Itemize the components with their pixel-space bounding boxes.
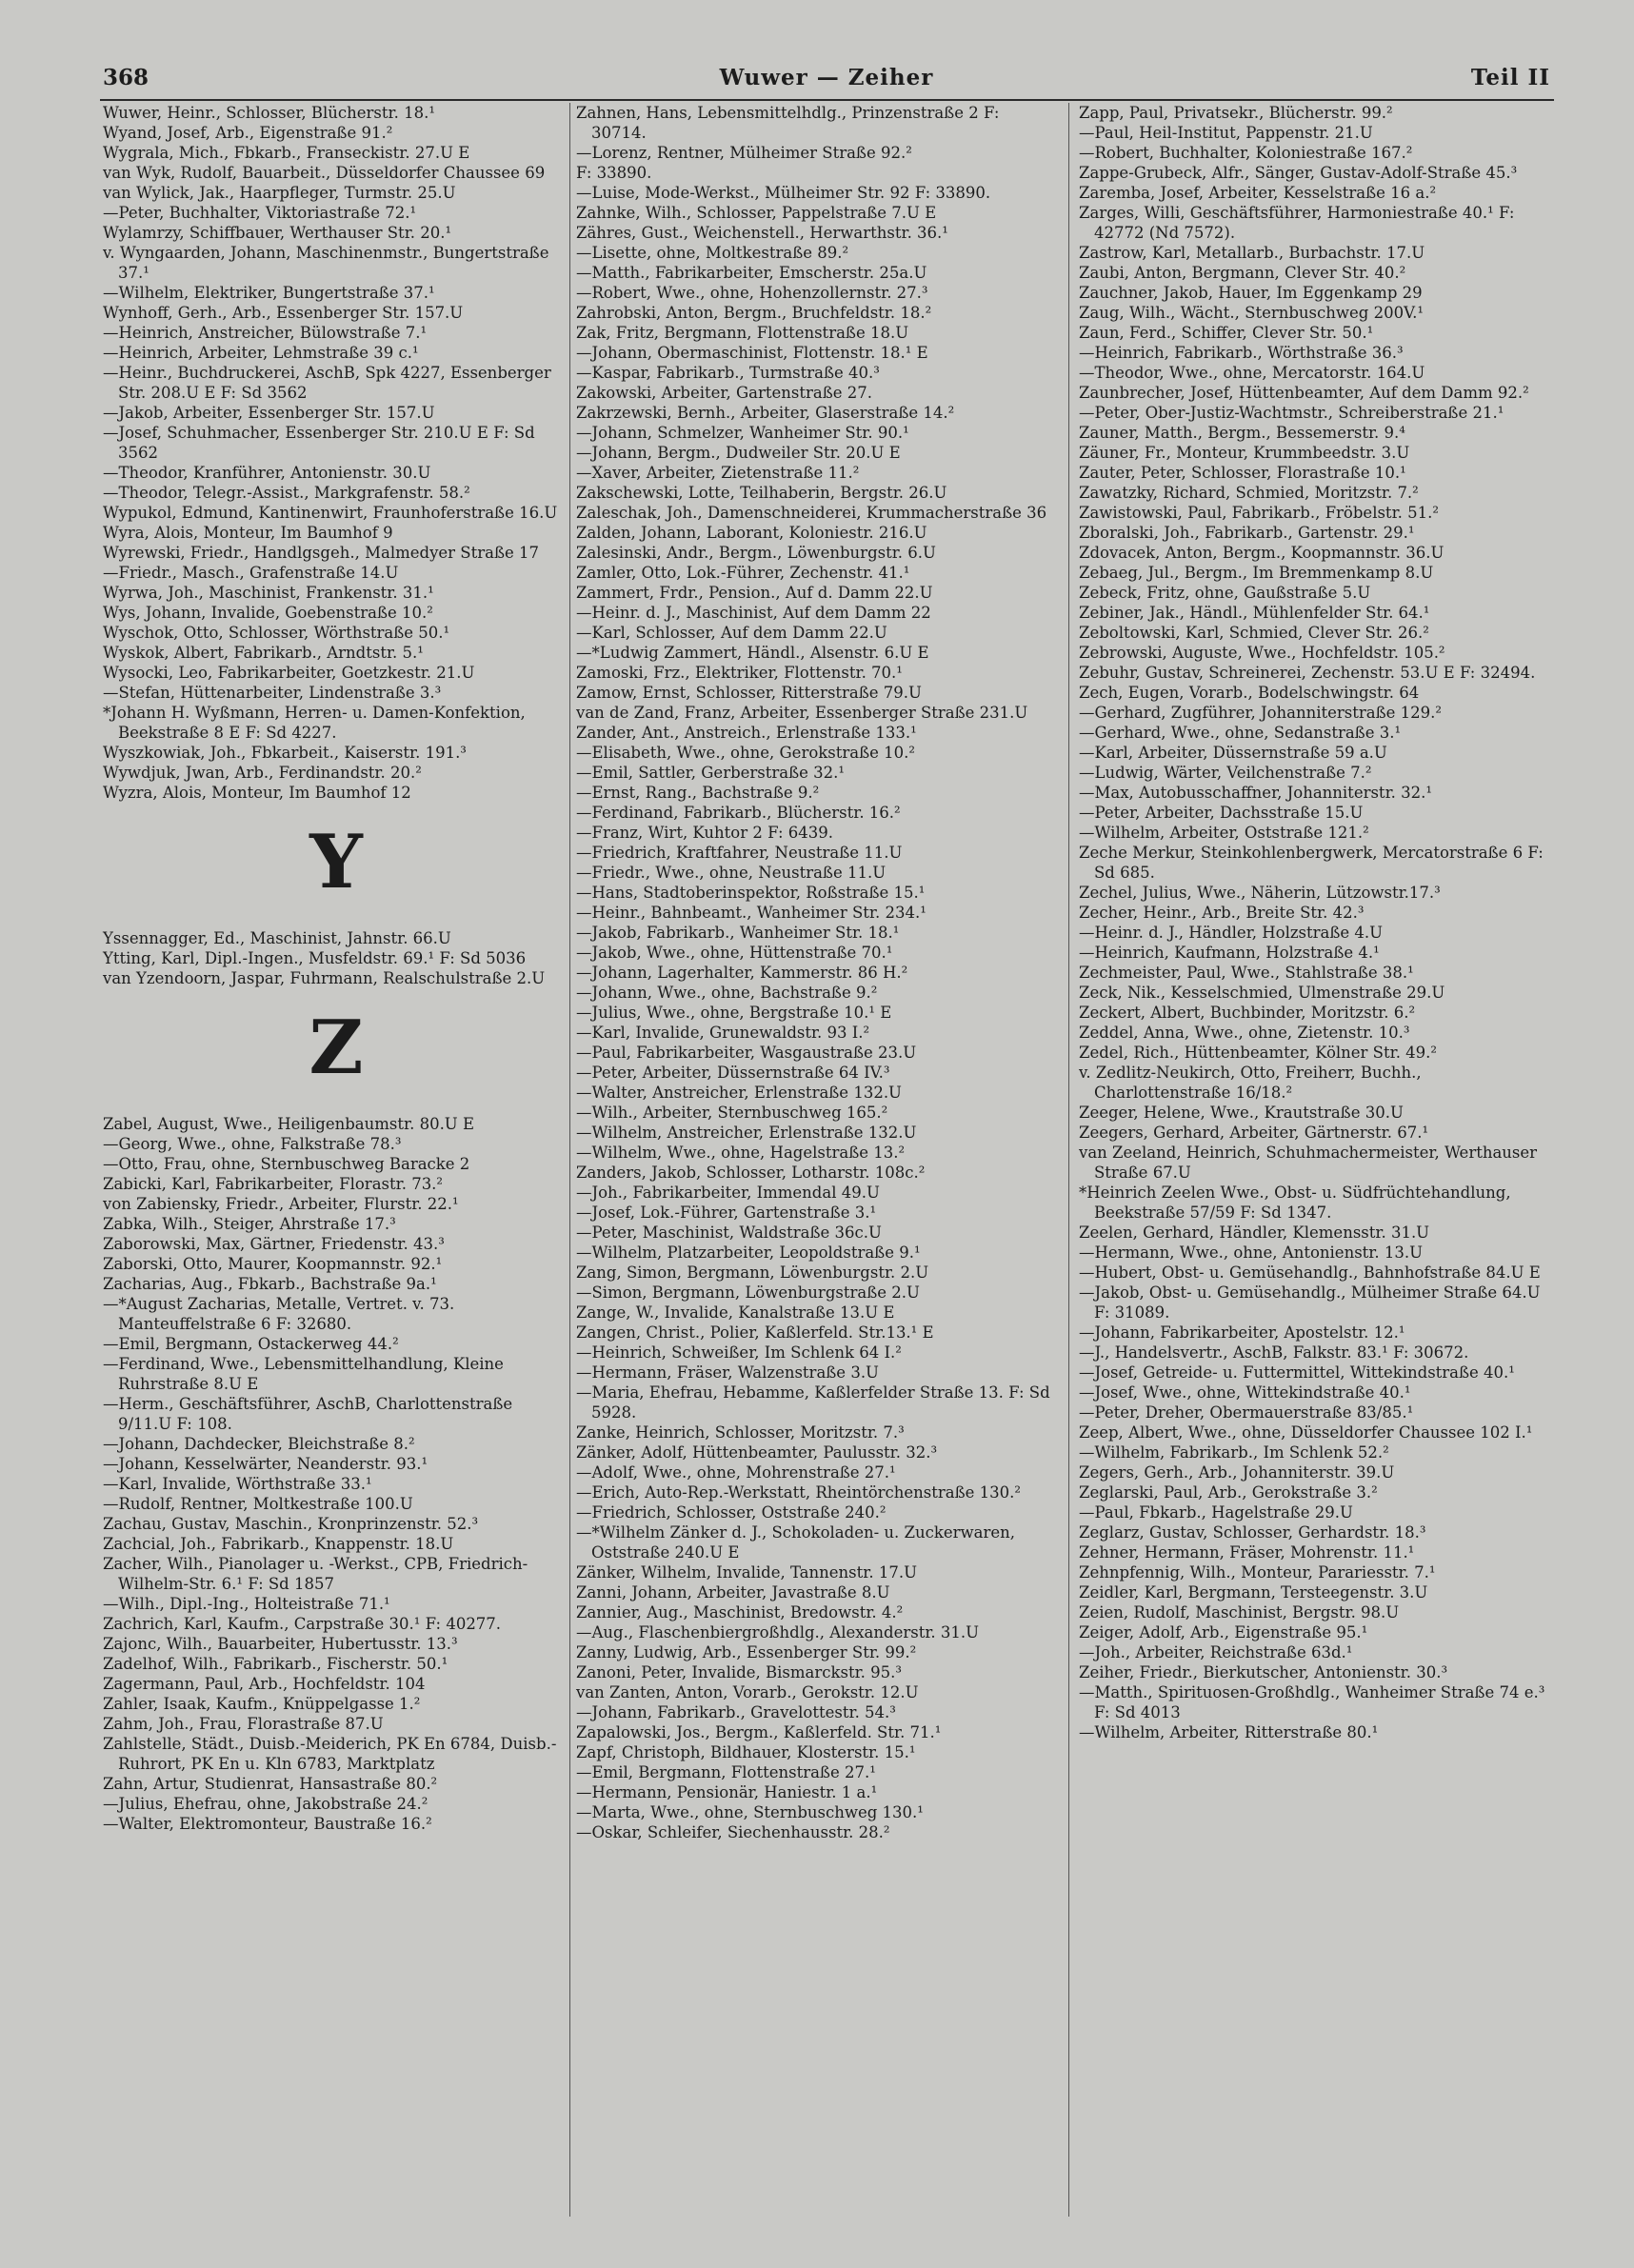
directory-entry: Zange, W., Invalide, Kanalstraße 13.U E [576, 1303, 895, 1322]
directory-entry: Ytting, Karl, Dipl.-Ingen., Musfeldstr. 69.¹ F: Sd 5036 [103, 949, 527, 967]
directory-entry: —Marta, Wwe., ohne, Sternbuschweg 130.¹ [576, 1803, 924, 1821]
directory-entry: Zabka, Wilh., Steiger, Ahrstraße 17.³ [103, 1215, 396, 1233]
directory-entry: van de Zand, Franz, Arbeiter, Essenberger Straße 231.U [576, 704, 1028, 722]
directory-entry: Zauchner, Jakob, Hauer, Im Eggenkamp 29 [1079, 284, 1423, 302]
directory-entry: —Johann, Bergm., Dudweiler Str. 20.U E [576, 444, 901, 462]
directory-entry: —Heinrich, Fabrikarb., Wörthstraße 36.³ [1079, 344, 1404, 362]
directory-entry: —Peter, Arbeiter, Düssernstraße 64 IV.³ [576, 1064, 890, 1082]
directory-entry: Wysocki, Leo, Fabrikarbeiter, Goetzkestr. 21.U [103, 664, 475, 682]
directory-entry: —Theodor, Kranführer, Antonienstr. 30.U [103, 464, 431, 482]
directory-entry: Zaubi, Anton, Bergmann, Clever Str. 40.² [1079, 264, 1406, 282]
directory-entry: Wyrwa, Joh., Maschinist, Frankenstr. 31.¹ [103, 584, 434, 602]
directory-entry: Zeep, Albert, Wwe., ohne, Düsseldorfer Chaussee 102 I.¹ [1079, 1423, 1533, 1442]
directory-entry: —Heinrich, Arbeiter, Lehmstraße 39 c.¹ [103, 344, 419, 362]
directory-entry: Zebrowski, Auguste, Wwe., Hochfeldstr. 105.² [1079, 644, 1445, 662]
directory-entry: Zebaeg, Jul., Bergm., Im Bremmenkamp 8.U [1079, 564, 1434, 582]
directory-entry: Yssennagger, Ed., Maschinist, Jahnstr. 66.U [103, 929, 451, 947]
directory-entry: —Georg, Wwe., ohne, Falkstraße 78.³ [103, 1135, 402, 1153]
directory-entry: —*Ludwig Zammert, Händl., Alsenstr. 6.U E [576, 644, 929, 662]
directory-entry: —Hubert, Obst- u. Gemüsehandlg., Bahnhofstraße 84.U E [1079, 1263, 1541, 1282]
directory-entry: —Hermann, Fräser, Walzenstraße 3.U [576, 1363, 879, 1382]
directory-entry: Zaleschak, Joh., Damenschneiderei, Krummacherstraße 36 [576, 504, 1047, 522]
directory-entry: —Johann, Lagerhalter, Kammerstr. 86 H.² [576, 964, 908, 982]
directory-entry: —Hans, Stadtoberinspektor, Roßstraße 15.¹ [576, 884, 926, 902]
directory-entry: —Paul, Heil-Institut, Pappenstr. 21.U [1079, 124, 1373, 142]
directory-entry: Zehner, Hermann, Fräser, Mohrenstr. 11.¹ [1079, 1543, 1415, 1562]
directory-entry: —Julius, Ehefrau, ohne, Jakobstraße 24.² [103, 1795, 428, 1813]
directory-entry: Zapalowski, Jos., Bergm., Kaßlerfeld. Str. 71.¹ [576, 1723, 942, 1741]
directory-entry: Zakrzewski, Bernh., Arbeiter, Glaserstraße 14.² [576, 404, 955, 422]
directory-entry: Zaborowski, Max, Gärtner, Friedenstr. 43.³ [103, 1235, 445, 1253]
directory-entry: Zappe-Grubeck, Alfr., Sänger, Gustav-Adolf-Straße 45.³ [1079, 164, 1518, 182]
directory-entry: Zeck, Nik., Kesselschmied, Ulmenstraße 29.U [1079, 984, 1445, 1002]
directory-entry: Wyzra, Alois, Monteur, Im Baumhof 12 [103, 784, 411, 802]
directory-entry: —Hermann, Wwe., ohne, Antonienstr. 13.U [1079, 1243, 1424, 1262]
directory-entry: —Johann, Wwe., ohne, Bachstraße 9.² [576, 984, 878, 1002]
directory-entry: —Lisette, ohne, Moltkestraße 89.² [576, 244, 849, 262]
directory-entry: —Elisabeth, Wwe., ohne, Gerokstraße 10.² [576, 744, 915, 762]
section-letter-z: Z [309, 1005, 364, 1091]
directory-entry: Zechel, Julius, Wwe., Näherin, Lützowstr.17.³ [1079, 884, 1441, 902]
directory-entry: —Friedr., Masch., Grafenstraße 14.U [103, 564, 399, 582]
directory-entry: —Peter, Dreher, Obermauerstraße 83/85.¹ [1079, 1403, 1414, 1422]
directory-entry: Zammert, Frdr., Pension., Auf d. Damm 22.U [576, 584, 933, 602]
directory-entry: —Karl, Schlosser, Auf dem Damm 22.U [576, 624, 887, 642]
directory-entry: Zajonc, Wilh., Bauarbeiter, Hubertusstr. 13.³ [103, 1635, 458, 1653]
directory-entry: Zachau, Gustav, Maschin., Kronprinzenstr. 52.³ [103, 1515, 479, 1533]
directory-entry: —Wilhelm, Anstreicher, Erlenstraße 132.U [576, 1124, 917, 1142]
directory-entry: Zanni, Johann, Arbeiter, Javastraße 8.U [576, 1583, 890, 1602]
directory-entry: —Gerhard, Zugführer, Johanniterstraße 129.² [1079, 704, 1442, 722]
directory-entry: Zangen, Christ., Polier, Kaßlerfeld. Str.13.¹ E [576, 1323, 934, 1342]
directory-entry: Zamow, Ernst, Schlosser, Ritterstraße 79.U [576, 684, 922, 702]
directory-entry: —Theodor, Wwe., ohne, Mercatorstr. 164.U [1079, 364, 1425, 382]
directory-entry: —Wilh., Arbeiter, Sternbuschweg 165.² [576, 1104, 888, 1122]
directory-entry: —Jakob, Wwe., ohne, Hüttenstraße 70.¹ [576, 944, 893, 962]
directory-entry: Zahnke, Wilh., Schlosser, Pappelstraße 7.U E [576, 204, 937, 222]
directory-entry: —*Wilhelm Zänker d. J., Schokoladen- u. Zuckerwaren, Oststraße 240.U E [576, 1523, 1021, 1562]
directory-entry: —Emil, Bergmann, Flottenstraße 27.¹ [576, 1763, 876, 1781]
directory-entry: *Johann H. Wyßmann, Herren- u. Damen-Konfektion, Beekstraße 8 E F: Sd 4227. [103, 704, 531, 742]
directory-entry: Wyszkowiak, Joh., Fbkarbeit., Kaiserstr. 191.³ [103, 744, 467, 762]
directory-entry: —Heinr., Bahnbeamt., Wanheimer Str. 234.¹ [576, 904, 927, 922]
running-title: Wuwer — Zeiher [719, 65, 934, 90]
directory-entry: Zegers, Gerh., Arb., Johanniterstr. 39.U [1079, 1463, 1395, 1482]
directory-entry: Zeeger, Helene, Wwe., Krautstraße 30.U [1079, 1104, 1404, 1122]
directory-entry: —Luise, Mode-Werkst., Mülheimer Str. 92 F: 33890. [576, 184, 991, 202]
directory-entry: —Walter, Anstreicher, Erlenstraße 132.U [576, 1084, 902, 1102]
directory-entry: van Wyk, Rudolf, Bauarbeit., Düsseldorfer Chaussee 69 [103, 164, 546, 182]
directory-entry: —Wilhelm, Fabrikarb., Im Schlenk 52.² [1079, 1443, 1389, 1462]
directory-entry: van Yzendoorn, Jaspar, Fuhrmann, Realschulstraße 2.U [103, 969, 546, 987]
directory-entry: Zeegers, Gerhard, Arbeiter, Gärtnerstr. 67.¹ [1079, 1124, 1429, 1142]
directory-entry: Zahler, Isaak, Kaufm., Knüppelgasse 1.² [103, 1695, 421, 1713]
directory-entry: —Rudolf, Rentner, Moltkestraße 100.U [103, 1495, 413, 1513]
column-2 [576, 103, 1055, 1842]
directory-entry: —Karl, Invalide, Wörthstraße 33.¹ [103, 1475, 372, 1493]
directory-entry: —Otto, Frau, ohne, Sternbuschweg Baracke 2 [103, 1155, 470, 1173]
directory-entry: Zachcial, Joh., Fabrikarb., Knappenstr. 18.U [103, 1535, 454, 1553]
directory-entry: —Jakob, Obst- u. Gemüsehandlg., Mülheimer Straße 64.U F: 31089. [1079, 1283, 1545, 1322]
directory-entry: —Jakob, Arbeiter, Essenberger Str. 157.U [103, 404, 435, 422]
directory-entry: Zawistowski, Paul, Fabrikarb., Fröbelstr. 51.² [1079, 504, 1439, 522]
directory-entry: Zanders, Jakob, Schlosser, Lotharstr. 108c.² [576, 1164, 926, 1182]
directory-entry: —Ernst, Rang., Bachstraße 9.² [576, 784, 820, 802]
directory-entry: Zähres, Gust., Weichenstell., Herwarthstr. 36.¹ [576, 224, 948, 242]
directory-entry: Zamler, Otto, Lok.-Führer, Zechenstr. 41.¹ [576, 564, 910, 582]
directory-entry: Zeglarz, Gustav, Schlosser, Gerhardstr. 18.³ [1079, 1523, 1426, 1542]
directory-entry: Zeckert, Albert, Buchbinder, Moritzstr. 6.² [1079, 1004, 1416, 1022]
directory-entry: von Zabiensky, Friedr., Arbeiter, Flurstr. 22.¹ [103, 1195, 459, 1213]
directory-entry: —Xaver, Arbeiter, Zietenstraße 11.² [576, 464, 860, 482]
directory-entry: F: 33890. [576, 164, 652, 182]
directory-entry: Zalden, Johann, Laborant, Koloniestr. 216.U [576, 524, 927, 542]
directory-entry: —Joh., Fabrikarbeiter, Immendal 49.U [576, 1184, 880, 1202]
directory-entry: —Ferdinand, Fabrikarb., Blücherstr. 16.² [576, 804, 901, 822]
directory-entry: Zahn, Artur, Studienrat, Hansastraße 80.² [103, 1775, 438, 1793]
directory-entry: Wyschok, Otto, Schlosser, Wörthstraße 50.¹ [103, 624, 450, 642]
directory-entry: *Heinrich Zeelen Wwe., Obst- u. Südfrüchtehandlung, Beekstraße 57/59 F: Sd 1347. [1079, 1184, 1516, 1222]
directory-entry: —Simon, Bergmann, Löwenburgstraße 2.U [576, 1283, 920, 1302]
directory-entry: Zanoni, Peter, Invalide, Bismarckstr. 95.³ [576, 1663, 903, 1681]
directory-entry: —Karl, Arbeiter, Düssernstraße 59 a.U [1079, 744, 1387, 762]
directory-entry: van Zeeland, Heinrich, Schuhmachermeister, Werthauser Straße 67.U [1079, 1144, 1543, 1182]
directory-entry: —Wilhelm, Platzarbeiter, Leopoldstraße 9.¹ [576, 1243, 921, 1262]
directory-entry: —Oskar, Schleifer, Siechenhausstr. 28.² [576, 1823, 890, 1841]
directory-entry: Zacharias, Aug., Fbkarb., Bachstraße 9a.¹ [103, 1275, 437, 1293]
directory-entry: Zak, Fritz, Bergmann, Flottenstraße 18.U [576, 324, 909, 342]
directory-entry: —Emil, Bergmann, Ostackerweg 44.² [103, 1335, 399, 1353]
directory-entry: Zeddel, Anna, Wwe., ohne, Zietenstr. 10.³ [1079, 1024, 1410, 1042]
directory-entry: —Herm., Geschäftsführer, AschB, Charlottenstraße 9/11.U F: 108. [103, 1395, 518, 1433]
directory-entry: Zaremba, Josef, Arbeiter, Kesselstraße 16 a.² [1079, 184, 1437, 202]
directory-entry: Zadelhof, Wilh., Fabrikarb., Fischerstr. 50.¹ [103, 1655, 448, 1673]
directory-entry: Wys, Johann, Invalide, Goebenstraße 10.² [103, 604, 433, 622]
directory-entry: Zäuner, Fr., Monteur, Krummbeedstr. 3.U [1079, 444, 1410, 462]
directory-entry: Zebuhr, Gustav, Schreinerei, Zechenstr. 53.U E F: 32494. [1079, 664, 1536, 682]
directory-entry: Zapp, Paul, Privatsekr., Blücherstr. 99.² [1079, 104, 1393, 122]
directory-entry: —Paul, Fbkarb., Hagelstraße 29.U [1079, 1503, 1353, 1522]
directory-entry: van Zanten, Anton, Vorarb., Gerokstr. 12.U [576, 1683, 919, 1701]
column-divider [1068, 103, 1069, 2217]
directory-entry: —Peter, Buchhalter, Viktoriastraße 72.¹ [103, 204, 417, 222]
directory-entry: —Joh., Arbeiter, Reichstraße 63d.¹ [1079, 1643, 1353, 1661]
directory-entry: —Paul, Fabrikarbeiter, Wasgaustraße 23.U [576, 1044, 917, 1062]
directory-entry: Wuwer, Heinr., Schlosser, Blücherstr. 18.¹ [103, 104, 435, 122]
directory-entry: —Heinrich, Kaufmann, Holzstraße 4.¹ [1079, 944, 1380, 962]
directory-entry: —Johann, Fabrikarbeiter, Apostelstr. 12.¹ [1079, 1323, 1405, 1342]
directory-entry: Zaborski, Otto, Maurer, Koopmannstr. 92.¹ [103, 1255, 443, 1273]
directory-entry: —Ludwig, Wärter, Veilchenstraße 7.² [1079, 764, 1372, 782]
directory-entry: Zabicki, Karl, Fabrikarbeiter, Florastr. 73.² [103, 1175, 444, 1193]
directory-entry: —Gerhard, Wwe., ohne, Sedanstraße 3.¹ [1079, 724, 1402, 742]
directory-entry: Zanny, Ludwig, Arb., Essenberger Str. 99.² [576, 1643, 917, 1661]
directory-entry: Zaun, Ferd., Schiffer, Clever Str. 50.¹ [1079, 324, 1374, 342]
directory-entry: —Friedrich, Schlosser, Oststraße 240.² [576, 1503, 887, 1522]
directory-entry: Zander, Ant., Anstreich., Erlenstraße 133.¹ [576, 724, 917, 742]
directory-entry: Zagermann, Paul, Arb., Hochfeldstr. 104 [103, 1675, 426, 1693]
directory-entry: Zarges, Willi, Geschäftsführer, Harmoniestraße 40.¹ F: 42772 (Nd 7572). [1079, 204, 1520, 242]
directory-entry: —Aug., Flaschenbiergroßhdlg., Alexanderstr. 31.U [576, 1623, 980, 1641]
directory-entry: Zannier, Aug., Maschinist, Bredowstr. 4.² [576, 1603, 904, 1621]
directory-entry: —Johann, Fabrikarb., Gravelottestr. 54.³ [576, 1703, 896, 1721]
directory-entry: —Lorenz, Rentner, Mülheimer Straße 92.² [576, 144, 912, 162]
directory-entry: —Matth., Fabrikarbeiter, Emscherstr. 25a.U [576, 264, 927, 282]
directory-entry: Wylamrzy, Schiffbauer, Werthauser Str. 20.¹ [103, 224, 452, 242]
directory-entry: —Peter, Maschinist, Waldstraße 36c.U [576, 1224, 882, 1242]
directory-entry: —Wilhelm, Arbeiter, Ritterstraße 80.¹ [1079, 1723, 1379, 1741]
directory-entry: —Hermann, Pensionär, Haniestr. 1 a.¹ [576, 1783, 878, 1801]
directory-entry: Zeche Merkur, Steinkohlenbergwerk, Mercatorstraße 6 F: Sd 685. [1079, 844, 1549, 882]
directory-entry: Zaug, Wilh., Wächt., Sternbuschweg 200V.¹ [1079, 304, 1424, 322]
directory-entry: —Franz, Wirt, Kuhtor 2 F: 6439. [576, 824, 833, 842]
directory-entry: Wyra, Alois, Monteur, Im Baumhof 9 [103, 524, 393, 542]
directory-entry: Zeidler, Karl, Bergmann, Tersteegenstr. 3.U [1079, 1583, 1428, 1602]
directory-entry: Zecher, Heinr., Arb., Breite Str. 42.³ [1079, 904, 1365, 922]
column-divider [569, 103, 570, 2217]
directory-entry: —Robert, Wwe., ohne, Hohenzollernstr. 27.³ [576, 284, 928, 302]
directory-entry: Zboralski, Joh., Fabrikarb., Gartenstr. 29.¹ [1079, 524, 1415, 542]
directory-entry: —Heinr. d. J., Maschinist, Auf dem Damm 22 [576, 604, 931, 622]
directory-entry: Zeien, Rudolf, Maschinist, Bergstr. 98.U [1079, 1603, 1400, 1621]
directory-entry: Zawatzky, Richard, Schmied, Moritzstr. 7.² [1079, 484, 1419, 502]
column-1 [103, 103, 569, 1834]
directory-entry: Wyskok, Albert, Fabrikarb., Arndtstr. 5.¹ [103, 644, 424, 662]
directory-entry: Wynhoff, Gerh., Arb., Essenberger Str. 157.U [103, 304, 464, 322]
directory-entry: —Josef, Schuhmacher, Essenberger Str. 210.U E F: Sd 3562 [103, 424, 540, 462]
directory-entry: —Johann, Kesselwärter, Neanderstr. 93.¹ [103, 1455, 428, 1473]
directory-entry: Zastrow, Karl, Metallarb., Burbachstr. 17.U [1079, 244, 1425, 262]
directory-entry: Zamoski, Frz., Elektriker, Flottenstr. 70.¹ [576, 664, 903, 682]
directory-entry: Zdovacek, Anton, Bergm., Koopmannstr. 36.U [1079, 544, 1445, 562]
directory-entry: —Johann, Dachdecker, Bleichstraße 8.² [103, 1435, 415, 1453]
directory-entry: Wywdjuk, Jwan, Arb., Ferdinandstr. 20.² [103, 764, 422, 782]
directory-entry: Zeglarski, Paul, Arb., Gerokstraße 3.² [1079, 1483, 1378, 1502]
directory-entry: —J., Handelsvertr., AschB, Falkstr. 83.¹ F: 30672. [1079, 1343, 1469, 1362]
directory-entry: —Wilh., Dipl.-Ing., Holteistraße 71.¹ [103, 1595, 390, 1613]
directory-entry: —Max, Autobusschaffner, Johanniterstr. 32.¹ [1079, 784, 1432, 802]
directory-entry: Zechmeister, Paul, Wwe., Stahlstraße 38.¹ [1079, 964, 1414, 982]
directory-entry: —Friedr., Wwe., ohne, Neustraße 11.U [576, 864, 887, 882]
directory-entry: —Stefan, Hüttenarbeiter, Lindenstraße 3.³ [103, 684, 442, 702]
directory-entry: Zahm, Joh., Frau, Florastraße 87.U [103, 1715, 384, 1733]
directory-entry: van Wylick, Jak., Haarpfleger, Turmstr. 25.U [103, 184, 456, 202]
directory-entry: —Julius, Wwe., ohne, Bergstraße 10.¹ E [576, 1004, 892, 1022]
directory-entry: Wypukol, Edmund, Kantinenwirt, Fraunhoferstraße 16.U [103, 504, 558, 522]
directory-entry: Zedel, Rich., Hüttenbeamter, Kölner Str. 49.² [1079, 1044, 1438, 1062]
directory-entry: —Robert, Buchhalter, Koloniestraße 167.² [1079, 144, 1413, 162]
directory-entry: Zeiher, Friedr., Bierkutscher, Antonienstr. 30.³ [1079, 1663, 1448, 1681]
directory-entry: Zachrich, Karl, Kaufm., Carpstraße 30.¹ F: 40277. [103, 1615, 502, 1633]
directory-entry: Zabel, August, Wwe., Heiligenbaumstr. 80.U E [103, 1115, 475, 1133]
directory-entry: Zang, Simon, Bergmann, Löwenburgstr. 2.U [576, 1263, 929, 1282]
directory-entry: —*August Zacharias, Metalle, Vertret. v. 73. Manteuffelstraße 6 F: 32680. [103, 1295, 460, 1333]
directory-entry: —Josef, Lok.-Führer, Gartenstraße 3.¹ [576, 1204, 877, 1222]
page-number: 368 [103, 65, 149, 90]
directory-entry: —Theodor, Telegr.-Assist., Markgrafenstr. 58.² [103, 484, 470, 502]
directory-entry: Zeboltowski, Karl, Schmied, Clever Str. 26.² [1079, 624, 1429, 642]
directory-entry: Zapf, Christoph, Bildhauer, Klosterstr. 15.¹ [576, 1743, 916, 1761]
directory-entry: Zech, Eugen, Vorarb., Bodelschwingstr. 64 [1079, 684, 1420, 702]
directory-entry: —Karl, Invalide, Grunewaldstr. 93 I.² [576, 1024, 870, 1042]
directory-entry: Wyand, Josef, Arb., Eigenstraße 91.² [103, 124, 393, 142]
directory-entry: —Matth., Spirituosen-Großhdlg., Wanheimer Straße 74 e.³ F: Sd 4013 [1079, 1683, 1550, 1721]
directory-entry: v. Wyngaarden, Johann, Maschinenmstr., Bungertstraße 37.¹ [103, 244, 554, 282]
part-label: Teil II [1470, 65, 1550, 90]
page-header [103, 59, 1550, 103]
directory-entry: Wygrala, Mich., Fbkarb., Franseckistr. 27.U E [103, 144, 470, 162]
directory-entry: —Peter, Arbeiter, Dachsstraße 15.U [1079, 804, 1364, 822]
directory-entry: Zacher, Wilh., Pianolager u. -Werkst., CPB, Friedrich-Wilhelm-Str. 6.¹ F: Sd 1857 [103, 1555, 528, 1593]
directory-entry: —Kaspar, Fabrikarb., Turmstraße 40.³ [576, 364, 880, 382]
directory-entry: —Peter, Ober-Justiz-Wachtmstr., Schreiberstraße 21.¹ [1079, 404, 1504, 422]
directory-entry: —Wilhelm, Arbeiter, Oststraße 121.² [1079, 824, 1369, 842]
directory-entry: —Wilhelm, Elektriker, Bungertstraße 37.¹ [103, 284, 435, 302]
header-rule [100, 99, 1554, 101]
directory-entry: —Erich, Auto-Rep.-Werkstatt, Rheintörchenstraße 130.² [576, 1483, 1022, 1502]
column-3 [1079, 103, 1550, 1742]
directory-entry: Zahrobski, Anton, Bergm., Bruchfeldstr. 18.² [576, 304, 932, 322]
directory-entry: —Maria, Ehefrau, Hebamme, Kaßlerfelder Straße 13. F: Sd 5928. [576, 1383, 1055, 1422]
directory-entry: Zauner, Matth., Bergm., Bessemerstr. 9.⁴ [1079, 424, 1405, 442]
directory-entry: —Josef, Wwe., ohne, Wittekindstraße 40.¹ [1079, 1383, 1411, 1402]
directory-entry: Zahlstelle, Städt., Duisb.-Meiderich, PK En 6784, Duisb.-Ruhrort, PK En u. Kln 6783, Marktplatz [103, 1735, 557, 1773]
directory-entry: —Jakob, Fabrikarb., Wanheimer Str. 18.¹ [576, 924, 900, 942]
directory-entry: —Heinr. d. J., Händler, Holzstraße 4.U [1079, 924, 1384, 942]
directory-entry: Zebeck, Fritz, ohne, Gaußstraße 5.U [1079, 584, 1371, 602]
directory-entry: —Adolf, Wwe., ohne, Mohrenstraße 27.¹ [576, 1463, 896, 1482]
directory-entry: Zänker, Adolf, Hüttenbeamter, Paulusstr. 32.³ [576, 1443, 938, 1462]
directory-entry: —Emil, Sattler, Gerberstraße 32.¹ [576, 764, 845, 782]
directory-entry: —Heinr., Buchdruckerei, AschB, Spk 4227, Essenberger Str. 208.U E F: Sd 3562 [103, 364, 556, 402]
directory-entry: Zehnpfennig, Wilh., Monteur, Parariesstr. 7.¹ [1079, 1563, 1436, 1582]
directory-entry: Zahnen, Hans, Lebensmittelhdlg., Prinzenstraße 2 F: 30714. [576, 104, 1005, 142]
directory-entry: Zakowski, Arbeiter, Gartenstraße 27. [576, 384, 872, 402]
directory-entry: v. Zedlitz-Neukirch, Otto, Freiherr, Buchh., Charlottenstraße 16/18.² [1079, 1064, 1426, 1102]
directory-entry: —Ferdinand, Wwe., Lebensmittelhandlung, Kleine Ruhrstraße 8.U E [103, 1355, 509, 1393]
directory-entry: —Friedrich, Kraftfahrer, Neustraße 11.U [576, 844, 903, 862]
directory-entry: —Johann, Schmelzer, Wanheimer Str. 90.¹ [576, 424, 909, 442]
directory-entry: Zauter, Peter, Schlosser, Florastraße 10.¹ [1079, 464, 1406, 482]
directory-entry: Wyrewski, Friedr., Handlgsgeh., Malmedyer Straße 17 [103, 544, 539, 562]
directory-entry: —Heinrich, Schweißer, Im Schlenk 64 I.² [576, 1343, 902, 1362]
directory-entry: Zaunbrecher, Josef, Hüttenbeamter, Auf dem Damm 92.² [1079, 384, 1529, 402]
directory-entry: —Johann, Obermaschinist, Flottenstr. 18.¹ E [576, 344, 928, 362]
directory-entry: —Walter, Elektromonteur, Baustraße 16.² [103, 1815, 432, 1833]
section-letter-y: Y [309, 819, 363, 905]
directory-entry: —Heinrich, Anstreicher, Bülowstraße 7.¹ [103, 324, 428, 342]
directory-entry: Zakschewski, Lotte, Teilhaberin, Bergstr. 26.U [576, 484, 947, 502]
directory-entry: —Wilhelm, Wwe., ohne, Hagelstraße 13.² [576, 1144, 906, 1162]
directory-entry: Zalesinski, Andr., Bergm., Löwenburgstr. 6.U [576, 544, 936, 562]
directory-entry: Zebiner, Jak., Händl., Mühlenfelder Str. 64.¹ [1079, 604, 1430, 622]
directory-entry: Zanke, Heinrich, Schlosser, Moritzstr. 7.³ [576, 1423, 905, 1442]
directory-entry: Zeelen, Gerhard, Händler, Klemensstr. 31.U [1079, 1224, 1430, 1242]
directory-entry: Zeiger, Adolf, Arb., Eigenstraße 95.¹ [1079, 1623, 1368, 1641]
directory-entry: —Josef, Getreide- u. Futtermittel, Wittekindstraße 40.¹ [1079, 1363, 1515, 1382]
directory-entry: Zänker, Wilhelm, Invalide, Tannenstr. 17.U [576, 1563, 917, 1582]
